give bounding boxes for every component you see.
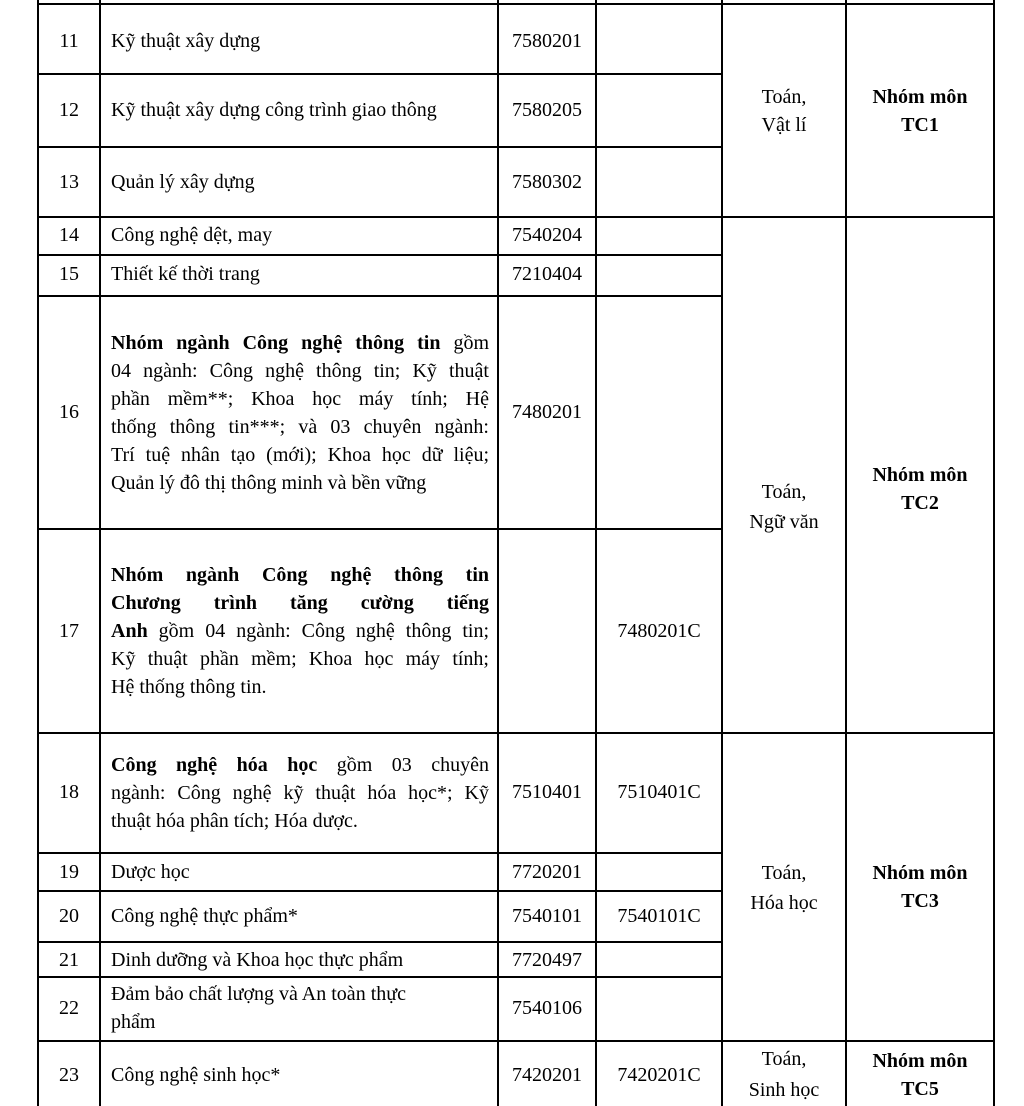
subject-line: Toán, [761, 481, 807, 503]
program-name [111, 980, 491, 1036]
row-number: 13 [59, 171, 79, 193]
subject-combination [723, 858, 845, 918]
group-line: Nhóm môn [872, 862, 968, 884]
program-name-text: Hệ thống thông tin. [111, 676, 267, 698]
program-name: Dinh dưỡng và Khoa học thực phẩm [111, 949, 404, 971]
column-divider [595, 0, 597, 1106]
program-code-c: 7510401C [617, 781, 701, 803]
row-number: 14 [59, 224, 79, 246]
subject-line: Vật lí [761, 114, 807, 136]
program-name: Công nghệ dệt, may [111, 224, 273, 246]
row-number: 17 [59, 620, 79, 642]
row-divider [38, 254, 722, 256]
program-name-text: Trí tuệ nhân tạo (mới); Khoa học dữ liệu; [111, 444, 489, 466]
column-divider [99, 0, 101, 1106]
program-name-bold: Nhóm ngành Công nghệ thông tin [111, 564, 489, 586]
row-divider [38, 852, 722, 854]
group-line: TC1 [901, 114, 939, 136]
program-code: 7580302 [512, 171, 582, 193]
subject-group [847, 83, 993, 139]
program-name-text: gồm [440, 332, 489, 354]
program-name-text: phẩm [111, 1011, 156, 1033]
program-code: 7540204 [512, 224, 582, 246]
subject-line: Ngữ văn [749, 511, 819, 533]
program-name: Công nghệ sinh học* [111, 1064, 281, 1086]
row-divider [38, 732, 994, 734]
subject-line: Toán, [761, 86, 807, 108]
subject-line: Toán, [761, 862, 807, 884]
row-number: 22 [59, 997, 79, 1019]
row-divider [38, 73, 722, 75]
program-name: Kỹ thuật xây dựng công trình giao thông [111, 99, 437, 121]
row-number: 12 [59, 99, 79, 121]
program-name-text: : Công nghệ thông tin; Kỹ thuật [191, 360, 489, 382]
row-divider [38, 1040, 994, 1042]
subject-combination [723, 477, 845, 537]
row-divider [38, 146, 722, 148]
row-number: 15 [59, 263, 79, 285]
row-divider [38, 976, 722, 978]
program-code-c: 7480201C [617, 620, 701, 642]
row-number: 19 [59, 861, 79, 883]
row-divider [38, 216, 994, 218]
program-name-text: gồm 03 chuyên [317, 754, 489, 776]
row-number: 18 [59, 781, 79, 803]
program-name [111, 329, 489, 497]
program-code: 7480201 [512, 401, 582, 423]
program-code-c: 7420201C [617, 1064, 701, 1086]
row-divider [38, 528, 722, 530]
program-name-bold: Chương trình tăng cường tiếng [111, 592, 489, 614]
program-name-text: Đảm bảo chất lượng và An toàn thực [111, 983, 406, 1005]
subject-line: Toán, [761, 1048, 807, 1070]
column-divider [721, 0, 723, 1106]
program-code: 7540101 [512, 905, 582, 927]
group-line: Nhóm môn [872, 86, 968, 108]
program-name-text: Kỹ thuật phần mềm; Khoa học máy tính; [111, 648, 489, 670]
program-code: 7420201 [512, 1064, 582, 1086]
program-code: 7580201 [512, 30, 582, 52]
group-line: TC3 [901, 890, 939, 912]
column-divider [993, 0, 995, 1106]
column-divider [37, 0, 39, 1106]
row-number: 21 [59, 949, 79, 971]
program-name-text: thuật hóa phân tích; Hóa dược. [111, 810, 358, 832]
program-code: 7540106 [512, 997, 582, 1019]
program-name-bold: Anh [111, 620, 148, 642]
program-name-text: ngành: Công nghệ kỹ thuật hóa học*; Kỹ [111, 782, 489, 804]
subject-combination [723, 83, 845, 139]
program-code: 7720497 [512, 949, 582, 971]
program-code: 7580205 [512, 99, 582, 121]
group-line: Nhóm môn [872, 464, 968, 486]
subject-group [847, 1047, 993, 1103]
row-number: 20 [59, 905, 79, 927]
row-number: 16 [59, 401, 79, 423]
subject-line: Sinh học [748, 1079, 820, 1101]
row-divider [38, 3, 994, 5]
program-name-text: Quản lý đô thị thông minh và bền vững [111, 472, 427, 494]
program-name: Dược học [111, 861, 190, 883]
program-name-text: phần mềm**; Khoa học máy tính; Hệ [111, 388, 489, 410]
program-code: 7210404 [512, 263, 582, 285]
program-name [111, 561, 489, 701]
program-name-text: gồm 04 ngành: Công nghệ thông tin; [147, 620, 489, 642]
row-divider [38, 890, 722, 892]
program-name: Quản lý xây dựng [111, 171, 255, 193]
program-name-bold: Công nghệ hóa học [111, 754, 318, 776]
subject-combination [723, 1044, 845, 1106]
column-divider [845, 0, 847, 1106]
group-line: TC5 [901, 1078, 939, 1100]
column-divider [497, 0, 499, 1106]
group-line: Nhóm môn [872, 1050, 968, 1072]
row-divider [38, 295, 722, 297]
subject-group [847, 859, 993, 915]
program-name: Kỹ thuật xây dựng [111, 30, 261, 52]
row-number: 11 [59, 30, 79, 52]
group-line: TC2 [901, 492, 939, 514]
program-name [111, 751, 489, 835]
program-name-text: 04 ngành [111, 360, 192, 382]
program-code: 7720201 [512, 861, 582, 883]
program-code-c: 7540101C [617, 905, 701, 927]
program-name-text: thống thông tin***; và 03 chuyên ngành: [111, 416, 489, 438]
subject-line: Hóa học [750, 892, 818, 914]
subject-group [847, 461, 993, 517]
program-name-bold: Nhóm ngành Công nghệ thông tin [111, 332, 441, 354]
row-number: 23 [59, 1064, 79, 1086]
row-divider [38, 941, 722, 943]
program-name: Thiết kế thời trang [111, 263, 260, 285]
program-code: 7510401 [512, 781, 582, 803]
program-name: Công nghệ thực phẩm* [111, 905, 298, 927]
